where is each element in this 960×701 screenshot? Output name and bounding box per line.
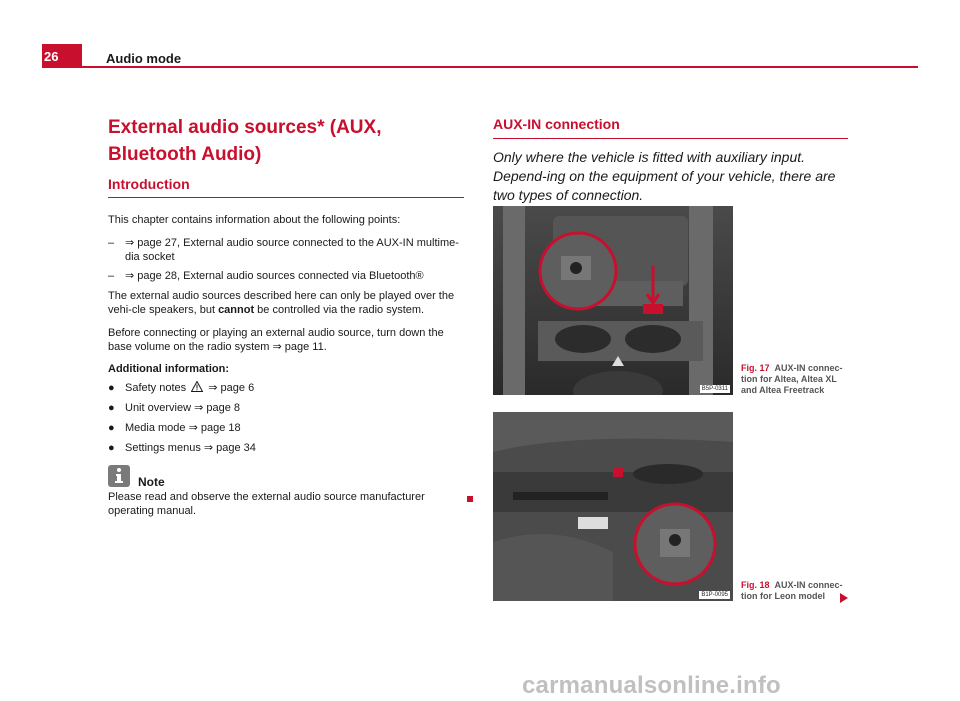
aux-in-intro: Only where the vehicle is fitted with auxiliary input. Depend-ing on the equipment of your vehicle, there are two types of connection. xyxy=(493,149,836,203)
playback-paragraph xyxy=(108,289,464,317)
figure-caption xyxy=(741,363,851,396)
additional-info-list xyxy=(108,381,464,455)
figure-caption-text: AUX-IN connec-tion for Leon model xyxy=(741,580,843,601)
bullet-icon: ● xyxy=(108,442,115,454)
topic-item[interactable] xyxy=(108,236,464,264)
figure-caption-text: AUX-IN connec-tion for Altea, Altea XL and Altea Freetrack xyxy=(741,363,843,395)
bullet-icon: ● xyxy=(108,402,115,414)
note-info-icon xyxy=(108,465,130,487)
info-item-ref: ⇒ page 6 xyxy=(208,382,255,394)
left-column xyxy=(108,114,464,518)
section-heading: Audio mode xyxy=(106,51,182,66)
intro-text: This chapter contains information about the following points: xyxy=(108,214,401,226)
figure-leon-aux xyxy=(493,412,733,601)
topic-list xyxy=(108,236,464,283)
page-number: 26 xyxy=(42,44,82,68)
figure-number: Fig. 17 xyxy=(741,363,770,373)
topic-item-text: ⇒ page 28, External audio sources connected via Bluetooth® xyxy=(125,270,424,282)
additional-info-heading: Additional information: xyxy=(108,363,229,375)
info-item[interactable] xyxy=(108,441,464,455)
right-column xyxy=(493,116,848,205)
section-end-marker xyxy=(467,496,473,502)
leon-console-illustration xyxy=(493,412,733,601)
header-rule xyxy=(82,66,918,68)
dash-marker: – xyxy=(108,237,115,249)
figure-number: Fig. 18 xyxy=(741,580,770,590)
info-item-label: Media mode ⇒ page 18 xyxy=(125,422,241,434)
topic-item-text: ⇒ page 27, External audio source connected to the AUX-IN multime-dia socket xyxy=(125,237,459,263)
emphasis-text: cannot xyxy=(218,304,255,316)
info-item-label: Unit overview ⇒ page 8 xyxy=(125,402,240,414)
aux-in-rule xyxy=(493,138,848,139)
info-item[interactable] xyxy=(108,381,464,395)
figure-caption xyxy=(741,580,851,602)
figure-id: B5P-0311 xyxy=(701,386,728,392)
volume-paragraph: Before connecting or playing an external audio source, turn down the base volume on the radio system ⇒ page 11. xyxy=(108,327,444,353)
note-header xyxy=(108,465,464,487)
info-item-label: Settings menus ⇒ page 34 xyxy=(125,442,256,454)
figure-altea-aux xyxy=(493,206,733,395)
aux-in-title: AUX-IN connection xyxy=(493,116,620,132)
info-item[interactable] xyxy=(108,401,464,415)
warning-triangle-icon xyxy=(191,381,203,392)
para-text: The external audio sources described here can only be played over the vehi-cle speakers, but xyxy=(108,290,455,316)
page-header xyxy=(42,44,918,68)
para-text: be controlled via the radio system. xyxy=(254,304,425,316)
topic-item[interactable] xyxy=(108,269,464,283)
section-subtitle: Introduction xyxy=(108,176,190,192)
figure-id: B1P-0095 xyxy=(701,592,728,598)
chapter-title: External audio sources* (AUX, Bluetooth Audio) xyxy=(108,117,382,165)
info-item-label: Safety notes xyxy=(125,382,187,394)
bullet-icon: ● xyxy=(108,422,115,434)
subtitle-rule xyxy=(108,197,464,198)
continue-arrow-icon xyxy=(840,593,848,603)
note-label: Note xyxy=(138,475,165,489)
watermark: carmanualsonline.info xyxy=(522,672,781,699)
info-item[interactable] xyxy=(108,421,464,435)
bullet-icon: ● xyxy=(108,382,115,394)
note-text: Please read and observe the external audio source manufacturer operating manual. xyxy=(108,491,425,517)
altea-console-illustration xyxy=(493,206,733,395)
dash-marker: – xyxy=(108,270,115,282)
